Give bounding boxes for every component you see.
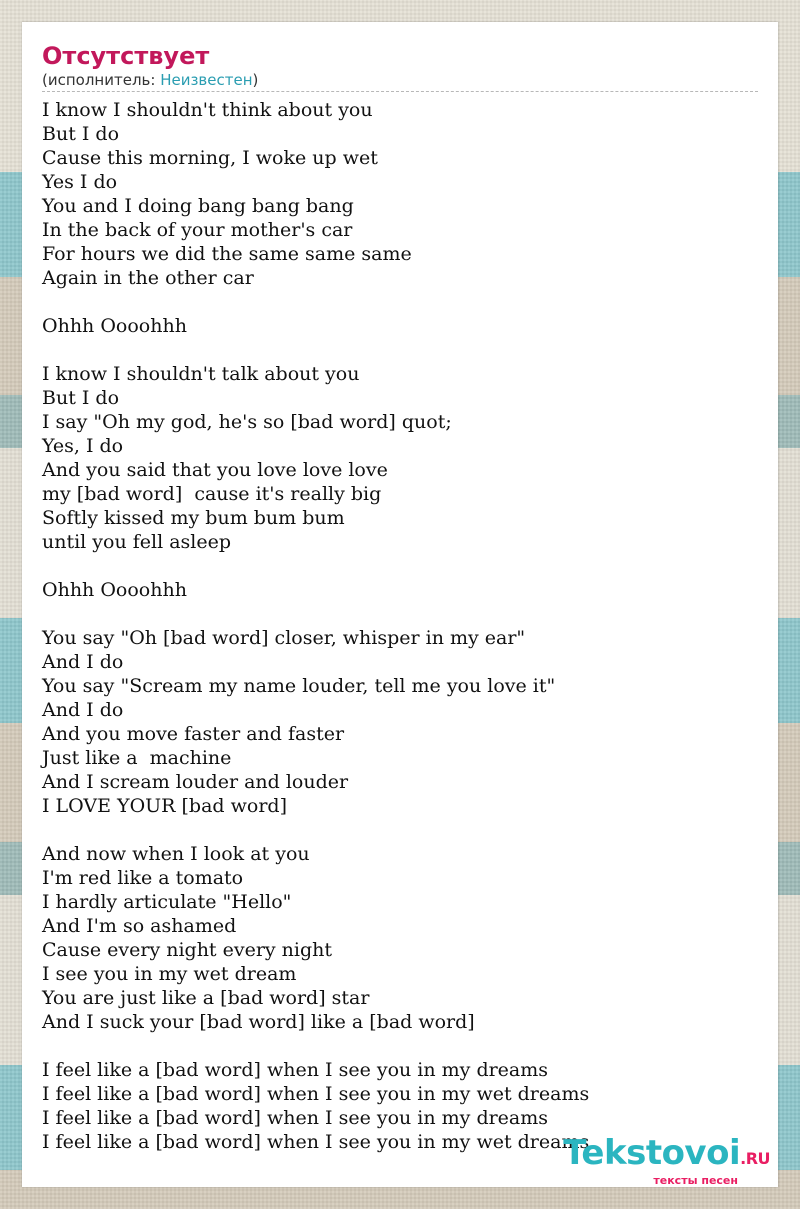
logo-name: Tekstovoi	[563, 1133, 741, 1173]
logo-wordmark	[563, 1133, 770, 1176]
lyric-line: Yes I do	[42, 171, 118, 193]
stanza-break	[42, 338, 758, 362]
lyric-line: You and I doing bang bang bang	[42, 195, 354, 217]
stanza-break	[42, 290, 758, 314]
lyric-line: I see you in my wet dream	[42, 963, 297, 985]
lyric-line: Cause this morning, I woke up wet	[42, 147, 378, 169]
lyric-line: And now when I look at you	[42, 843, 310, 865]
lyric-line: But I do	[42, 387, 120, 409]
lyric-line: You are just like a [bad word] star	[42, 987, 370, 1009]
artist-suffix: )	[252, 71, 259, 89]
lyric-line: I know I shouldn't think about you	[42, 99, 373, 121]
lyric-line: I feel like a [bad word] when I see you in my wet dreams	[42, 1083, 590, 1105]
lyric-line: And you said that you love love love	[42, 459, 388, 481]
lyric-line: Ohhh Oooohhh	[42, 315, 187, 337]
stanza-break	[42, 1034, 758, 1058]
logo-tagline: тексты песен	[653, 1174, 738, 1187]
lyric-line: And I do	[42, 699, 124, 721]
lyric-line: And I'm so ashamed	[42, 915, 237, 937]
song-title: Отсутствует	[42, 42, 210, 70]
lyric-line: In the back of your mother's car	[42, 219, 353, 241]
stanza-break	[42, 602, 758, 626]
artist-link[interactable]: Неизвестен	[160, 71, 253, 89]
site-logo[interactable]	[563, 1133, 770, 1187]
lyric-line: Softly kissed my bum bum bum	[42, 507, 345, 529]
lyric-line: But I do	[42, 123, 120, 145]
lyric-line: You say "Scream my name louder, tell me you love it"	[42, 675, 556, 697]
lyric-line: I feel like a [bad word] when I see you in my dreams	[42, 1107, 549, 1129]
lyric-line: You say "Oh [bad word] closer, whisper in my ear"	[42, 627, 526, 649]
title-separator	[42, 91, 758, 92]
lyric-line: I know I shouldn't talk about you	[42, 363, 360, 385]
lyric-line: I hardly articulate "Hello"	[42, 891, 292, 913]
lyric-line: Just like a machine	[42, 747, 232, 769]
lyric-line: until you fell asleep	[42, 531, 232, 553]
lyric-line: I'm red like a tomato	[42, 867, 244, 889]
stanza-break	[42, 818, 758, 842]
artist-prefix: (исполнитель:	[42, 71, 161, 89]
artist-line	[42, 70, 758, 90]
lyric-line: I LOVE YOUR [bad word]	[42, 795, 287, 817]
lyrics-text	[42, 98, 758, 1154]
lyric-line: Cause every night every night	[42, 939, 333, 961]
lyric-line: And I suck your [bad word] like a [bad word]	[42, 1011, 475, 1033]
lyric-line: For hours we did the same same same	[42, 243, 412, 265]
lyric-line: Ohhh Oooohhh	[42, 579, 187, 601]
logo-tld: .RU	[740, 1149, 770, 1168]
lyric-line: I feel like a [bad word] when I see you in my wet dreams	[42, 1131, 590, 1153]
stanza-break	[42, 554, 758, 578]
lyric-line: And you move faster and faster	[42, 723, 345, 745]
lyrics-card	[22, 22, 778, 1187]
lyric-line: I feel like a [bad word] when I see you in my dreams	[42, 1059, 549, 1081]
lyric-line: I say "Oh my god, he's so [bad word] quot;	[42, 411, 452, 433]
lyric-line: And I scream louder and louder	[42, 771, 349, 793]
lyric-line: my [bad word] cause it's really big	[42, 483, 382, 505]
lyric-line: And I do	[42, 651, 124, 673]
lyric-line: Again in the other car	[42, 267, 254, 289]
lyric-line: Yes, I do	[42, 435, 124, 457]
